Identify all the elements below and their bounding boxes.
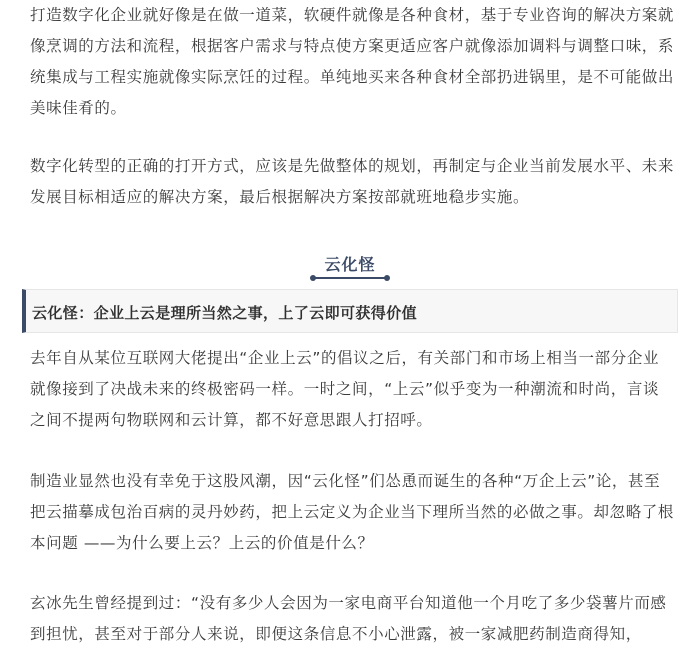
- paragraph-cloud-trend: 去年自从某位互联网大佬提出“企业上云”的倡议之后，有关部门和市场上相当一部分企业就像接到了决战未来的终极密码一样。一时之间，“上云”似乎变为一种潮流和时尚，言谈之间不提两句物联网和云计算，都不好意思跟人打招呼。: [30, 349, 660, 429]
- underline-dot-right: [384, 275, 390, 281]
- underline-dot-left: [310, 275, 316, 281]
- paragraph-manufacturing-cloud: 制造业显然也没有幸免于这股风潮，因“云化怪”们怂恿而诞生的各种“万企上云”论，甚至把云描摹成包治百病的灵丹妙药，把上云定义为企业当下理所当然的必做之事。却忽略了根本问题 ——为什么要上云？上云的价值是什么？: [30, 472, 675, 552]
- callout-text: 云化怪：企业上云是理所当然之事，上了云即可获得价值: [32, 304, 418, 322]
- section-heading: [0, 245, 700, 281]
- callout-box: [22, 289, 678, 333]
- paragraph-transformation-approach: 数字化转型的正确的打开方式，应该是先做整体的规划，再制定与企业当前发展水平、未来发展目标相适应的解决方案，最后根据解决方案按部就班地稳步实施。: [30, 157, 675, 206]
- paragraph-cooking-analogy: 打造数字化企业就好像是在做一道菜，软硬件就像是各种食材，基于专业咨询的解决方案就像烹调的方法和流程，根据客户需求与特点使方案更适应客户就像添加调料与调整口味，系统集成与工程实施就像实际烹饪的过程。单纯地买来各种食材全部扔进锅里，是不可能做出美味佳肴的。: [30, 6, 675, 117]
- paragraph-quote: 玄冰先生曾经提到过：“没有多少人会因为一家电商平台知道他一个月吃了多少袋薯片而感到担忧，甚至对于部分人来说，即便这条信息不小心泄露，被一家减肥药制造商得知，: [30, 594, 667, 643]
- section-title-underline: [313, 277, 387, 279]
- section-title: 云化怪: [324, 255, 376, 274]
